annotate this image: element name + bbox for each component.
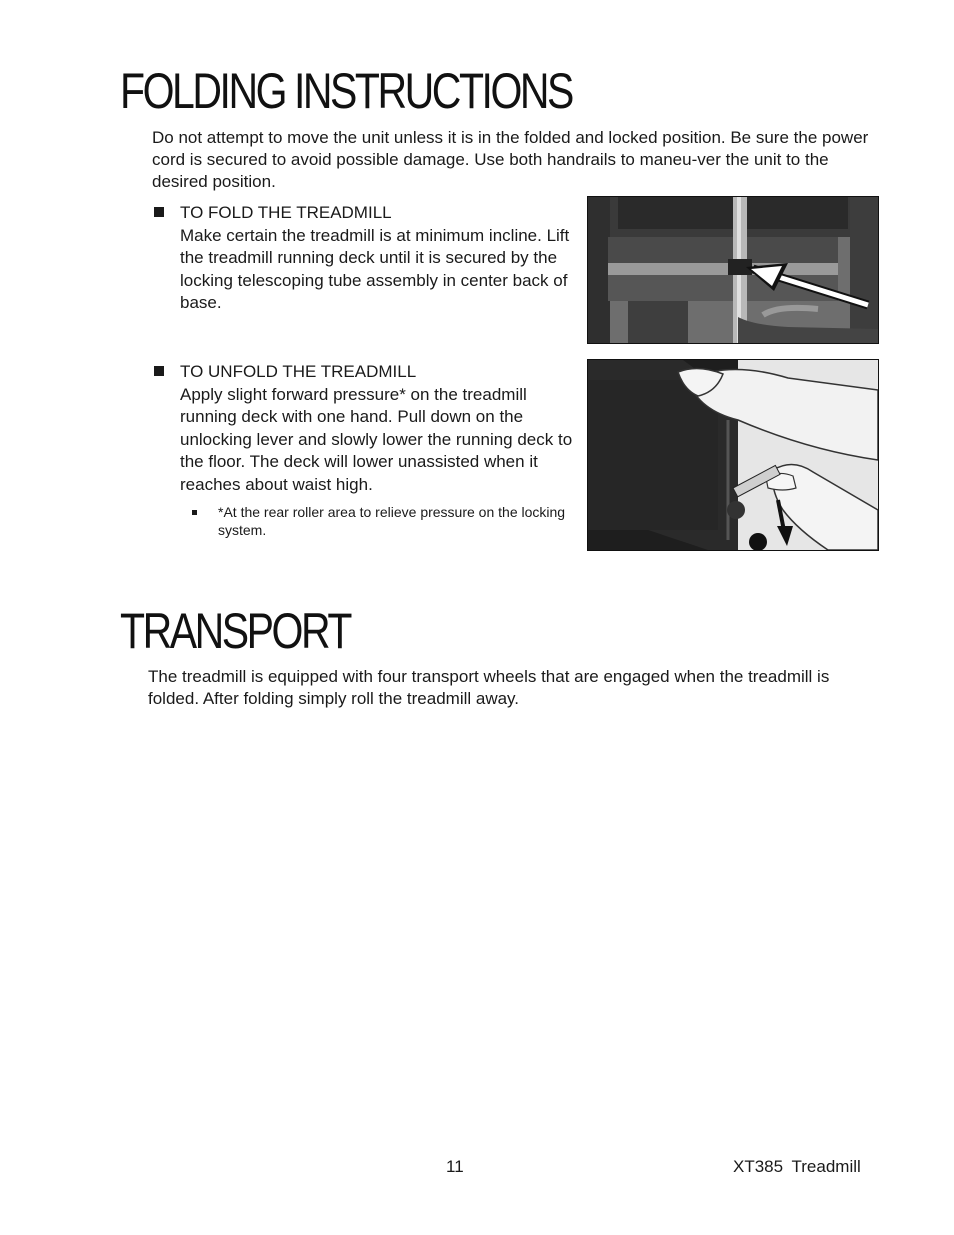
fold-body: Make certain the treadmill is at minimum incline. Lift the treadmill running deck until it is secured by the locking telescoping tube assembly in center back of base.: [180, 225, 570, 313]
fold-title: TO FOLD THE TREADMILL: [180, 203, 392, 222]
square-bullet-icon: [154, 207, 164, 217]
square-bullet-icon: [154, 366, 164, 376]
unfold-instruction: [180, 361, 575, 497]
folding-instructions-heading: FOLDING INSTRUCTIONS: [120, 63, 572, 119]
unfold-body: Apply slight forward pressure* on the treadmill running deck with one hand. Pull down on the unlocking lever and slowly lower the running deck to the floor. The deck will lower unassisted when it reaches about waist high.: [180, 384, 573, 494]
footer-model-name: XT385 Treadmill: [733, 1157, 861, 1176]
unfold-lever-illustration: [588, 360, 878, 550]
transport-heading: TRANSPORT: [120, 603, 350, 659]
fold-lock-photo: [587, 196, 879, 344]
page-number: 11: [446, 1157, 464, 1176]
unfold-title: TO UNFOLD THE TREADMILL: [180, 362, 417, 381]
transport-text: The treadmill is equipped with four transport wheels that are engaged when the treadmill is folded. After folding simply roll the treadmill away.: [148, 667, 830, 708]
small-square-bullet-icon: [192, 510, 197, 515]
fold-instruction: [180, 202, 575, 315]
fold-lock-illustration: [588, 197, 878, 343]
unfold-lever-photo: [587, 359, 879, 551]
unfold-note: *At the rear roller area to relieve pressure on the locking system.: [218, 504, 566, 538]
folding-intro-text: Do not attempt to move the unit unless it is in the folded and locked position. Be sure the power cord is secured to avoid possible damage. Use both handrails to maneu-ver the unit to the desired position.: [152, 128, 869, 191]
